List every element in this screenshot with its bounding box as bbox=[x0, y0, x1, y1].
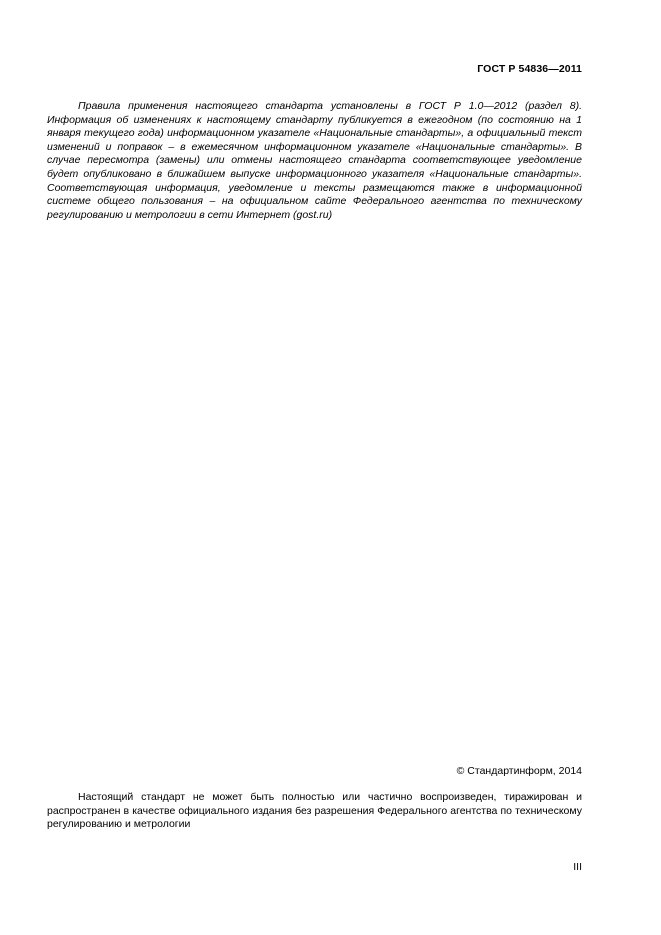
reproduction-restriction-text: Настоящий стандарт не может быть полностью или частично воспроизведен, тиражирован и распространен в качестве официального издания без разрешения Федерального агентства по техническому регулированию и метрологии bbox=[47, 791, 582, 831]
application-rules-notice: Правила применения настоящего стандарта установлены в ГОСТ Р 1.0—2012 (раздел 8). Информация об изменениях к настоящему стандарту публикуется в ежегодном (по состоянию на 1 января текущего года) информационном указателе «Национальные стандарты», а официальный текст изменений и поправок – в ежемесячном информационном указателе «Национальные стандарты». В случае пересмотра (замены) или отмены настоящего стандарта соответствующее уведомление будет опубликовано в ближайшем выпуске информационного указателя «Национальные стандарты». Соответствующая информация, уведомление и тексты размещаются также в информационной системе общего пользования – на официальном сайте Федерального агентства по техническому регулированию и метрологии в сети Интернет (gost.ru) bbox=[47, 100, 582, 221]
standard-code-header: ГОСТ Р 54836—2011 bbox=[477, 63, 582, 75]
page-number: III bbox=[573, 861, 582, 873]
copyright-line: © Стандартинформ, 2014 bbox=[456, 765, 582, 777]
